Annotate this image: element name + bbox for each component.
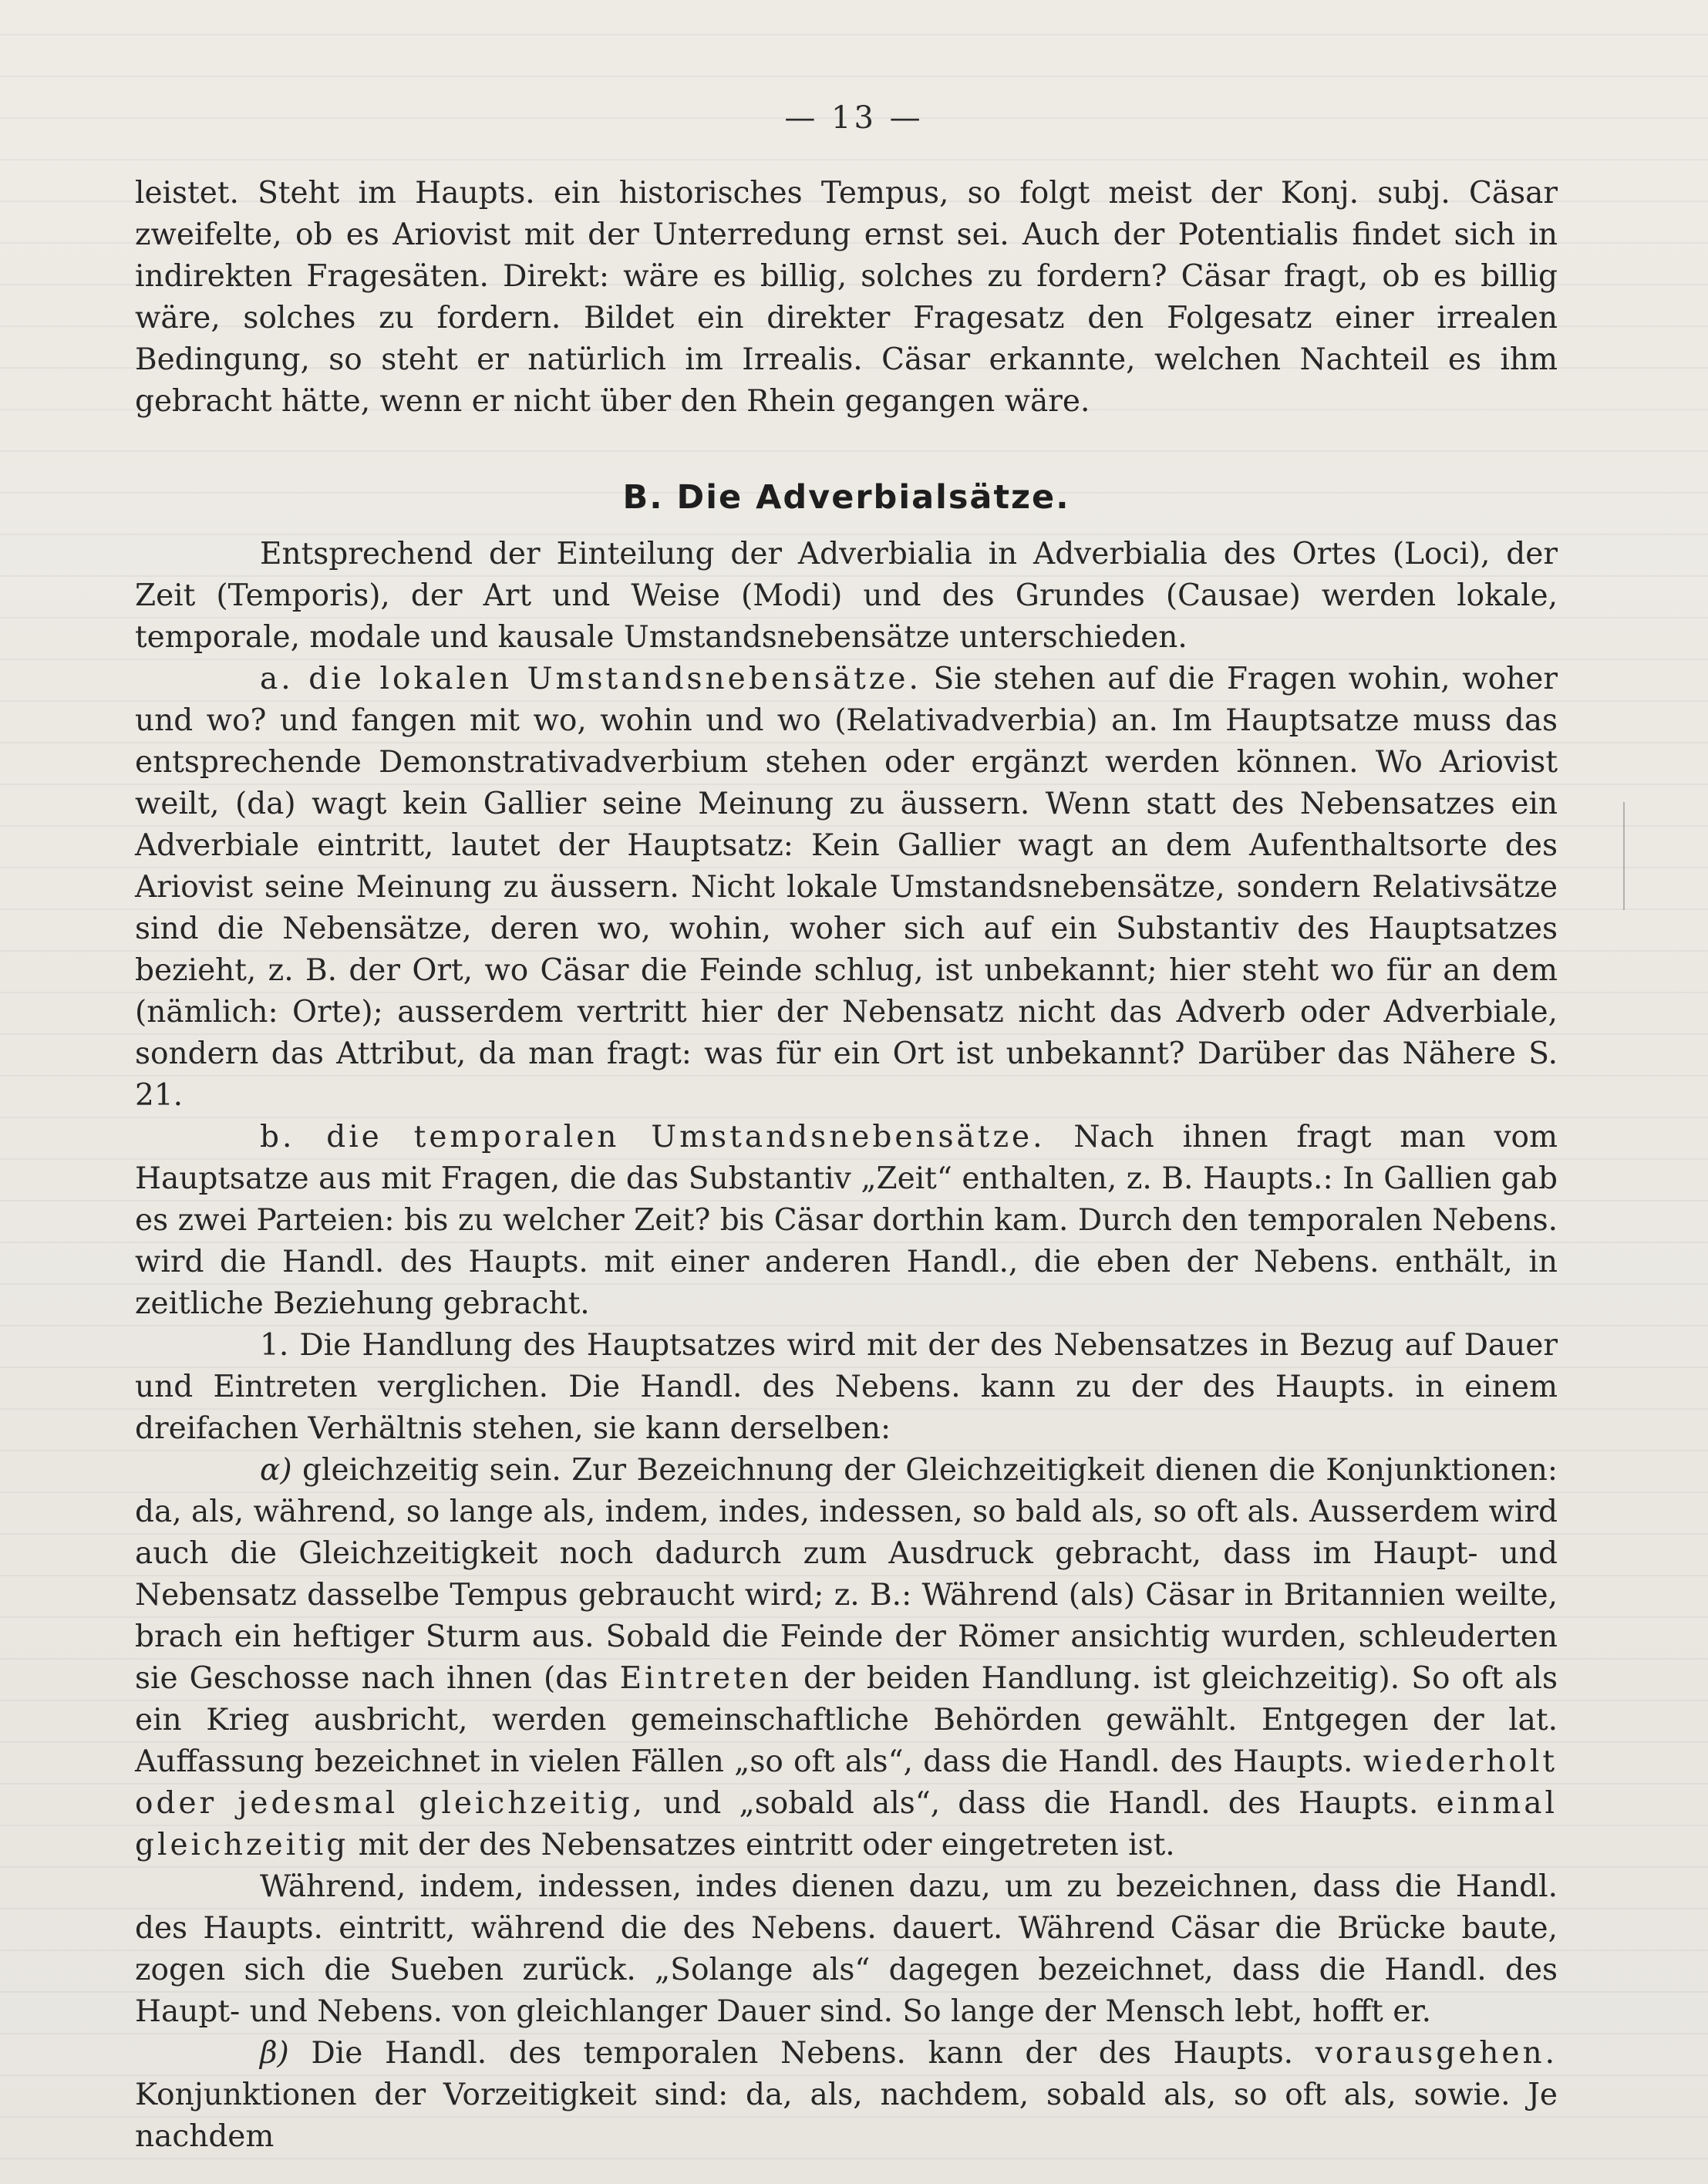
beta-text-2: Konjunktionen der Vorzeitigkeit sind: da, als, nachdem, sobald als, so oft als, sowie. Je nachdem <box>135 2078 1558 2154</box>
alpha-text-3: und „sobald als“, dass die Handl. des Haupts. <box>663 1786 1419 1821</box>
section-heading: B. Die Adverbialsätze. <box>622 478 1070 517</box>
beta-label: β) <box>260 2036 289 2071</box>
paragraph-alpha <box>135 1450 1558 1866</box>
text-lokal: Sie stehen auf die Fragen wohin, woher und wo? und fangen mit wo, wohin und wo (Relativadverbia) an. Im Hauptsatze muss das entsprechende Demonstrativadverbium stehen oder ergänzt werden können. Wo Ariovist weilt, (da) wagt kein Gallier seine Meinung zu äussern. Wenn statt des Nebensatzes ein Adverbiale eintritt, lautet der Hauptsatz: Kein Gallier wagt an dem Aufenthaltsorte des Ariovist seine Meinung zu äussern. Nicht lokale Umstandsnebensätze, sondern Relativsätze sind die Nebensätze, deren wo, wohin, woher sich auf ein Substantiv des Hauptsatzes bezieht, z. B. der Ort, wo Cäsar die Feinde schlug, ist unbekannt; hier steht wo für an dem (nämlich: Orte); ausserdem vertritt hier der Nebensatz nicht das Adverb oder Adverbiale, sondern das Attribut, da man fragt: was für ein Ort ist unbekannt? Darüber das Nähere S. 21. <box>135 662 1558 1113</box>
beta-emphasis: vorausgehen. <box>1315 2036 1558 2071</box>
subheading-lokal: a. die lokalen Umstandsnebensätze. <box>260 662 921 696</box>
paragraph-waehrend: Während, indem, indessen, indes dienen dazu, um zu bezeichnen, dass die Handl. des Haupts. eintritt, während die des Nebens. dauert. Während Cäsar die Brücke baute, zogen sich die Sueben zurück. „Solange als“ dagegen bezeichnet, dass die Handl. des Haupt- und Nebens. von gleichlanger Dauer sind. So lange der Mensch lebt, hofft er. <box>135 1869 1558 2029</box>
alpha-emphasis-2: wiederholt oder jedesmal gleichzeitig, <box>135 1744 1558 1821</box>
subheading-temporal: b. die temporalen Umstandsnebensätze. <box>260 1120 1046 1154</box>
alpha-text: gleichzeitig sein. Zur Bezeichnung der Gleichzeitigkeit dienen die Konjunktionen: da, als, während, so lange als, indem, indes, indessen, so bald als, so oft als. Ausserdem wird auch die Gleichzeitigkeit noch dadurch zum Ausdruck gebracht, dass im Haupt- und Nebensatz dasselbe Tempus gebraucht wird; z. B.: Während (als) Cäsar in Britannien weilte, brach ein heftiger Sturm aus. Sobald die Feinde der Römer ansichtig wurden, schleuderten sie Geschosse nach ihnen (das <box>135 1453 1558 1696</box>
paragraph-beta <box>135 2033 1558 2158</box>
paragraph-temporal <box>135 1117 1558 1325</box>
text-temporal: Nach ihnen fragt man vom Hauptsatze aus mit Fragen, die das Substantiv „Zeit“ enthalten, z. B. Haupts.: In Gallien gab es zwei Parteien: bis zu welcher Zeit? bis Cäsar dorthin kam. Durch den temporalen Nebens. wird die Handl. des Haupts. mit einer anderen Handl., die eben der Nebens. enthält, in zeitliche Beziehung gebracht. <box>135 1120 1558 1321</box>
paragraph-numbered-1: 1. Die Handlung des Hauptsatzes wird mit der des Nebensatzes in Bezug auf Dauer und Eintreten verglichen. Die Handl. des Nebens. kann zu der des Haupts. in einem dreifachen Verhältnis stehen, sie kann derselben: <box>135 1328 1558 1446</box>
paragraph-einteilung: Entsprechend der Einteilung der Adverbialia in Adverbialia des Ortes (Loci), der Zeit (Temporis), der Art und Weise (Modi) und des Grundes (Causae) werden lokale, temporale, modale und kausale Umstandsnebensätze unterschieden. <box>135 537 1558 655</box>
alpha-emphasis-1: Eintreten <box>619 1661 792 1696</box>
beta-text: Die Handl. des temporalen Nebens. kann der des Haupts. <box>311 2036 1293 2071</box>
alpha-text-2: der beiden Handlung. ist gleichzeitig). So oft als ein Krieg ausbricht, werden gemeinschaftliche Behörden gewählt. Entgegen der lat. Auffassung bezeichnet in vielen Fällen „so oft als“, dass die Handl. des Haupts. <box>135 1661 1558 1779</box>
body-text <box>135 173 1558 2158</box>
margin-mark <box>1623 802 1625 910</box>
page-number: — 13 — <box>784 100 924 136</box>
alpha-emphasis-3: einmal gleichzeitig <box>135 1786 1558 1862</box>
alpha-text-4: mit der des Nebensatzes eintritt oder eingetreten ist. <box>358 1828 1175 1862</box>
intro-paragraph: leistet. Steht im Haupts. ein historisches Tempus, so folgt meist der Konj. subj. Cäsar zweifelte, ob es Ariovist mit der Unterredung ernst sei. Auch der Potentialis findet sich in indirekten Fragesäten. Direkt: wäre es billig, solches zu fordern? Cäsar fragt, ob es billig wäre, solches zu fordern. Bildet ein direkter Fragesatz den Folgesatz einer irrealen Bedingung, so steht er natürlich im Irrealis. Cäsar erkannte, welchen Nachteil es ihm gebracht hätte, wenn er nicht über den Rhein gegangen wäre. <box>135 176 1558 419</box>
paragraph-lokal <box>135 659 1558 1117</box>
alpha-label: α) <box>260 1453 292 1488</box>
